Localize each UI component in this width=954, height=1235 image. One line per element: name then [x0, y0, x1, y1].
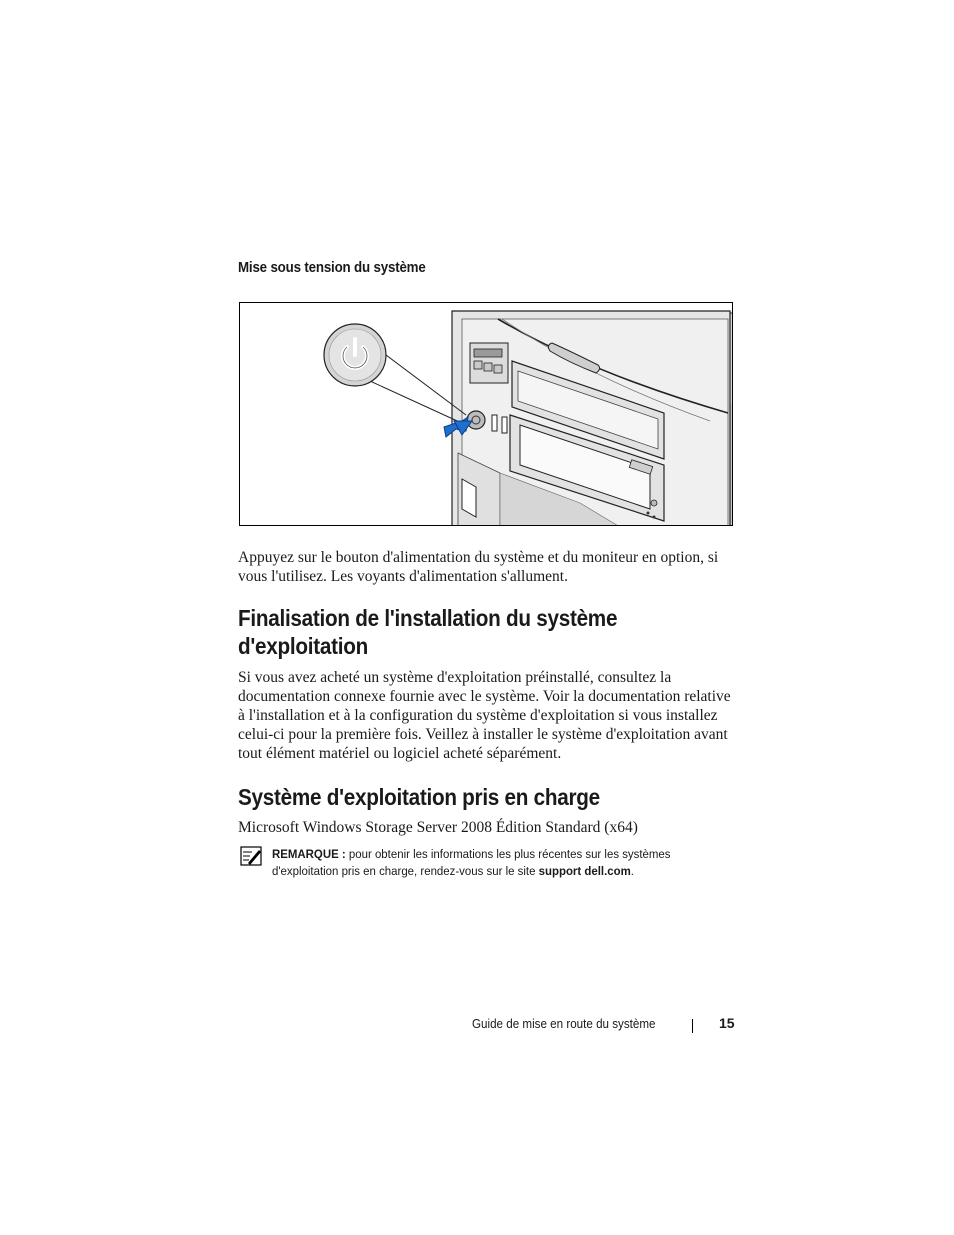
- server-front-panel-drawing: [240, 303, 733, 526]
- footer-separator: [692, 1019, 693, 1033]
- power-on-paragraph: Appuyez sur le bouton d'alimentation du système et du moniteur en option, si vous l'utilisez. Les voyants d'alimentation s'allument.: [238, 549, 719, 585]
- os-install-heading: Finalisation de l'installation du système d'exploitation: [238, 605, 618, 659]
- power-on-heading: Mise sous tension du système: [238, 260, 426, 276]
- footer-title: Guide de mise en route du système: [472, 1017, 656, 1031]
- page-number: 15: [719, 1015, 735, 1031]
- note-pencil-icon: [240, 846, 262, 866]
- note-end: .: [630, 864, 634, 878]
- supported-os-paragraph: Microsoft Windows Storage Server 2008 Édition Standard (x64): [238, 819, 638, 836]
- support-link[interactable]: support dell.com: [538, 864, 631, 878]
- os-install-paragraph: Si vous avez acheté un système d'exploitation préinstallé, consultez la documentation connexe fournie avec le système. Voir la documentation relative à l'installation et à la configuration du système d'exploitation si vous installez celui-ci pour la première fois. Veillez à installer le système d'exploitation avant tout élément matériel ou logiciel acheté séparément.: [238, 669, 731, 762]
- note-label: REMARQUE :: [272, 847, 346, 861]
- power-button-illustration: [239, 302, 733, 526]
- note-text: [272, 846, 737, 880]
- note-body: pour obtenir les informations les plus récentes sur les systèmes d'exploitation pris en charge, rendez-vous sur le site: [272, 847, 671, 878]
- supported-os-heading: Système d'exploitation pris en charge: [238, 784, 600, 810]
